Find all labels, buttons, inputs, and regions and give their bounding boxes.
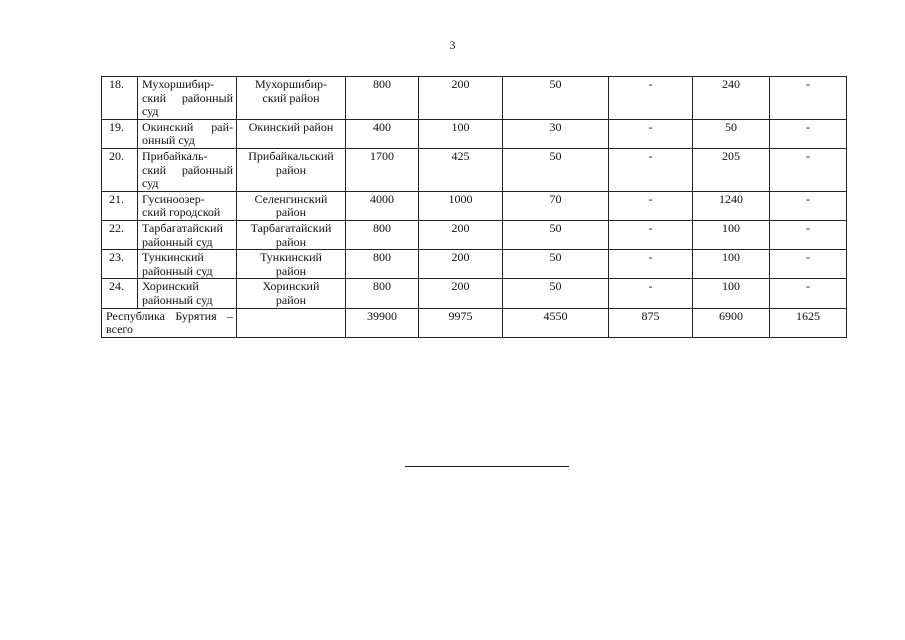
court-name-cell bbox=[138, 250, 237, 279]
value-cell-c5: 240 bbox=[693, 77, 770, 120]
court-name-line: Прибайкаль- bbox=[142, 148, 208, 163]
district-line: район bbox=[275, 263, 307, 278]
value-cell-c4: - bbox=[609, 220, 693, 249]
court-name-line: ский городской bbox=[142, 205, 221, 220]
value-cell-c6: - bbox=[770, 191, 847, 220]
district-cell bbox=[237, 191, 346, 220]
table-row bbox=[102, 148, 847, 191]
value-cell-c6: - bbox=[770, 148, 847, 191]
court-name-line: районный суд bbox=[142, 292, 213, 307]
value-cell-c1: 800 bbox=[346, 77, 419, 120]
value-cell-c4: - bbox=[609, 119, 693, 148]
court-name-line: Хоринский bbox=[142, 279, 199, 294]
court-name-cell bbox=[138, 279, 237, 308]
row-number: 19. bbox=[102, 119, 138, 148]
value-cell-c3: 50 bbox=[503, 220, 609, 249]
district-line: Тарбагатайский bbox=[250, 220, 332, 235]
value-cell-c5: 100 bbox=[693, 250, 770, 279]
court-name-line: районный суд bbox=[142, 263, 213, 278]
court-name-line: Тункинский bbox=[142, 250, 204, 265]
value-cell-c3: 30 bbox=[503, 119, 609, 148]
value-cell-c1: 400 bbox=[346, 119, 419, 148]
table-row bbox=[102, 250, 847, 279]
value-cell-c2: 425 bbox=[419, 148, 503, 191]
total-value-cell-c6: 1625 bbox=[770, 308, 847, 337]
row-number: 24. bbox=[102, 279, 138, 308]
value-cell-c3: 50 bbox=[503, 250, 609, 279]
court-name-line: районный суд bbox=[142, 234, 213, 249]
district-line: район bbox=[275, 162, 307, 177]
value-cell-c4: - bbox=[609, 279, 693, 308]
district-cell bbox=[237, 119, 346, 148]
value-cell-c3: 50 bbox=[503, 279, 609, 308]
district-cell bbox=[237, 279, 346, 308]
district-line: Хоринский bbox=[262, 279, 320, 294]
table-row bbox=[102, 220, 847, 249]
court-name-cell bbox=[138, 77, 237, 120]
district-cell bbox=[237, 220, 346, 249]
court-name-line: Тарбагатайский bbox=[142, 220, 223, 235]
district-line: Селенгинский bbox=[254, 191, 328, 206]
table-row bbox=[102, 119, 847, 148]
value-cell-c5: 100 bbox=[693, 279, 770, 308]
district-line: Окинский район bbox=[248, 119, 334, 134]
court-name-line: ский районный bbox=[142, 162, 233, 177]
value-cell-c4: - bbox=[609, 250, 693, 279]
value-cell-c6: - bbox=[770, 119, 847, 148]
district-cell bbox=[237, 148, 346, 191]
district-line: район bbox=[275, 292, 307, 307]
table-row bbox=[102, 279, 847, 308]
total-label-cell bbox=[102, 308, 237, 337]
total-label-line: всего bbox=[106, 322, 134, 337]
court-name-cell bbox=[138, 148, 237, 191]
court-name-cell bbox=[138, 220, 237, 249]
table-body bbox=[102, 77, 847, 338]
court-name-line: Окинский рай- bbox=[142, 119, 233, 134]
value-cell-c2: 200 bbox=[419, 220, 503, 249]
value-cell-c1: 4000 bbox=[346, 191, 419, 220]
district-cell bbox=[237, 250, 346, 279]
footer-rule bbox=[405, 466, 569, 467]
total-label-line: Республика Бурятия – bbox=[106, 308, 233, 323]
value-cell-c6: - bbox=[770, 77, 847, 120]
value-cell-c2: 200 bbox=[419, 250, 503, 279]
row-number: 20. bbox=[102, 148, 138, 191]
district-line: ский район bbox=[262, 90, 320, 105]
total-value-cell-c5: 6900 bbox=[693, 308, 770, 337]
value-cell-c5: 1240 bbox=[693, 191, 770, 220]
value-cell-c1: 1700 bbox=[346, 148, 419, 191]
table-row bbox=[102, 191, 847, 220]
total-value-cell-c2: 9975 bbox=[419, 308, 503, 337]
value-cell-c3: 70 bbox=[503, 191, 609, 220]
value-cell-c3: 50 bbox=[503, 148, 609, 191]
court-name-cell bbox=[138, 119, 237, 148]
row-number: 21. bbox=[102, 191, 138, 220]
district-line: район bbox=[275, 234, 307, 249]
row-number: 23. bbox=[102, 250, 138, 279]
court-name-line: ский районный bbox=[142, 90, 233, 105]
value-cell-c5: 205 bbox=[693, 148, 770, 191]
value-cell-c5: 50 bbox=[693, 119, 770, 148]
row-number: 18. bbox=[102, 77, 138, 120]
data-table bbox=[101, 76, 847, 338]
value-cell-c1: 800 bbox=[346, 220, 419, 249]
total-value-cell-c3: 4550 bbox=[503, 308, 609, 337]
value-cell-c2: 200 bbox=[419, 77, 503, 120]
value-cell-c3: 50 bbox=[503, 77, 609, 120]
page-number: 3 bbox=[449, 38, 456, 52]
value-cell-c6: - bbox=[770, 220, 847, 249]
district-cell bbox=[237, 77, 346, 120]
value-cell-c4: - bbox=[609, 77, 693, 120]
district-line: Мухоршибир- bbox=[254, 77, 328, 91]
total-value-cell-c4: 875 bbox=[609, 308, 693, 337]
court-name-cell bbox=[138, 191, 237, 220]
court-name-line: Гусиноозер- bbox=[142, 191, 205, 206]
district-line: Прибайкальский bbox=[248, 148, 334, 163]
value-cell-c2: 1000 bbox=[419, 191, 503, 220]
row-number: 22. bbox=[102, 220, 138, 249]
total-district-cell bbox=[237, 308, 346, 337]
value-cell-c2: 200 bbox=[419, 279, 503, 308]
value-cell-c5: 100 bbox=[693, 220, 770, 249]
total-row bbox=[102, 308, 847, 337]
value-cell-c1: 800 bbox=[346, 250, 419, 279]
court-name-line: Мухоршибир- bbox=[142, 77, 215, 91]
court-name-line: суд bbox=[142, 104, 159, 119]
court-name-line: онный суд bbox=[142, 133, 195, 148]
value-cell-c4: - bbox=[609, 191, 693, 220]
value-cell-c2: 100 bbox=[419, 119, 503, 148]
value-cell-c6: - bbox=[770, 279, 847, 308]
total-value-cell-c1: 39900 bbox=[346, 308, 419, 337]
table-row bbox=[102, 77, 847, 120]
value-cell-c4: - bbox=[609, 148, 693, 191]
district-line: Тункинский bbox=[260, 250, 322, 265]
value-cell-c1: 800 bbox=[346, 279, 419, 308]
value-cell-c6: - bbox=[770, 250, 847, 279]
district-line: район bbox=[275, 205, 307, 220]
court-name-line: суд bbox=[142, 176, 159, 191]
